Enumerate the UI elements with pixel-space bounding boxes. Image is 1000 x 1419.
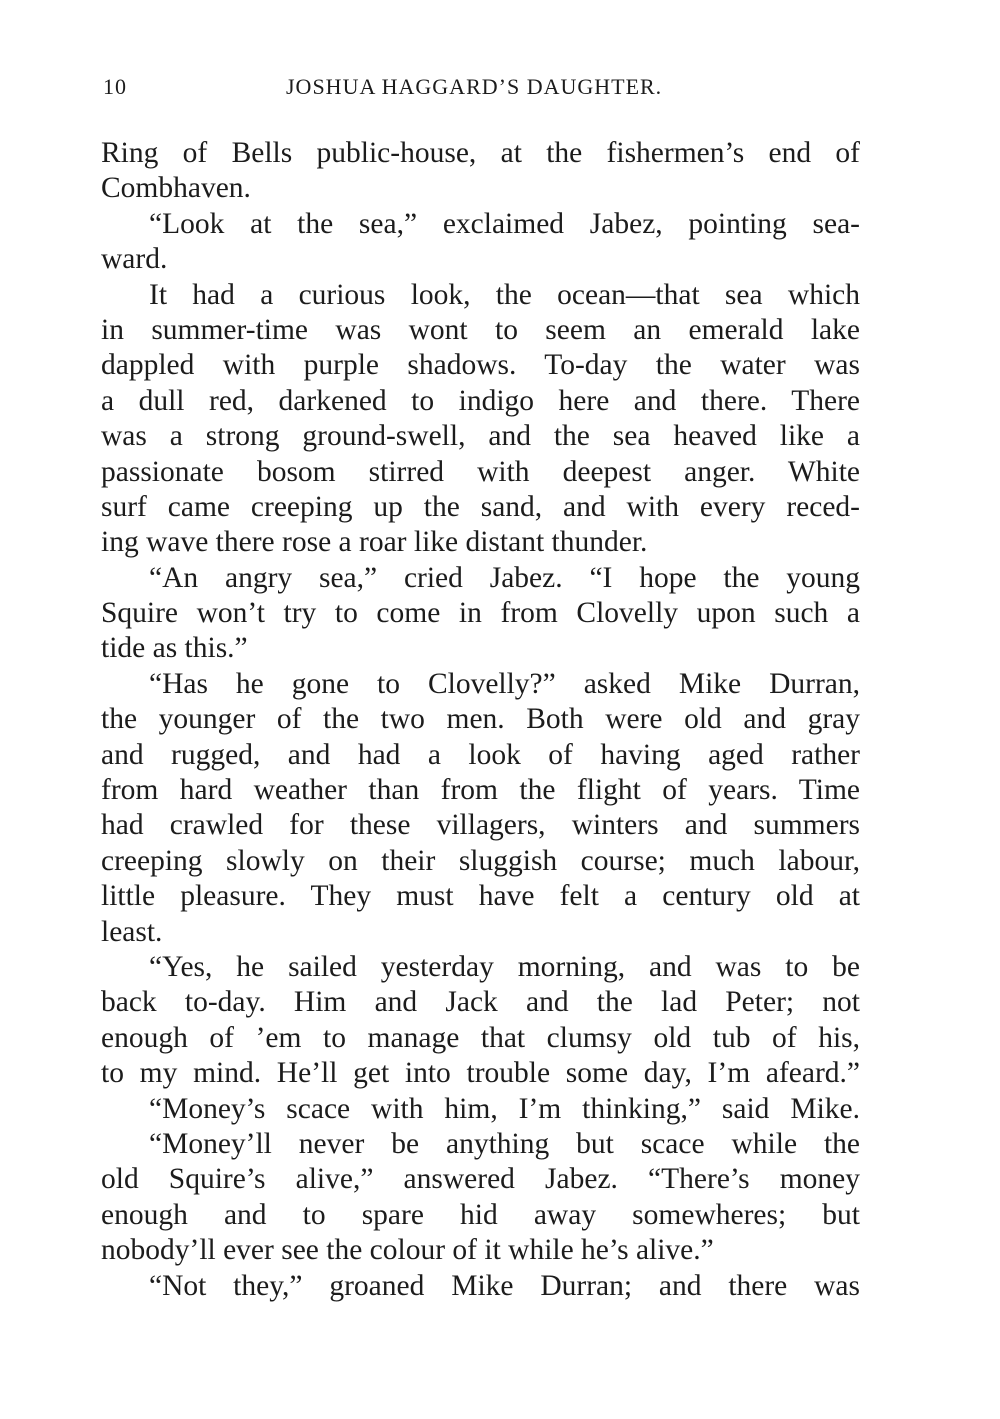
text-line: old Squire’s alive,” answered Jabez. “There’s money [101, 1163, 860, 1196]
text-line: Squire won’t try to come in from Clovelly upon such a [101, 597, 860, 630]
text-line: to my mind. He’ll get into trouble some day, I’m afeard.” [101, 1057, 860, 1090]
text-line: “Yes, he sailed yesterday morning, and was to be [149, 950, 860, 983]
text-line: “Money’s scace with him, I’m thinking,” said Mike. [149, 1092, 860, 1125]
text-line: “Look at the sea,” exclaimed Jabez, pointing sea- [149, 207, 860, 240]
text-line: from hard weather than from the flight of years. Time [101, 774, 860, 807]
text-line: It had a curious look, the ocean—that sea which [149, 278, 860, 311]
text-line: surf came creeping up the sand, and with every reced- [101, 490, 860, 523]
text-line: little pleasure. They must have felt a century old at [101, 880, 860, 913]
text-line: nobody’ll ever see the colour of it while he’s alive.” [101, 1234, 714, 1267]
text-line: “An angry sea,” cried Jabez. “I hope the young [149, 561, 860, 594]
text-line: Combhaven. [101, 172, 251, 205]
text-line: back to-day. Him and Jack and the lad Peter; not [101, 986, 860, 1019]
text-line: passionate bosom stirred with deepest anger. White [101, 455, 860, 488]
text-line: “Not they,” groaned Mike Durran; and there was [149, 1269, 860, 1302]
text-line: “Money’ll never be anything but scace while the [149, 1127, 860, 1160]
text-line: ing wave there rose a roar like distant thunder. [101, 526, 648, 559]
text-line: enough of ’em to manage that clumsy old tub of his, [101, 1021, 860, 1054]
text-line: dappled with purple shadows. To-day the water was [101, 349, 860, 382]
text-line: and rugged, and had a look of having aged rather [101, 738, 860, 771]
page-number: 10 [103, 74, 127, 99]
text-line: Ring of Bells public-house, at the fishermen’s end of [101, 137, 860, 169]
text-line: the younger of the two men. Both were old and gray [101, 703, 860, 736]
text-line: ward. [101, 243, 168, 276]
text-line: creeping slowly on their sluggish course; much labour, [101, 844, 860, 877]
text-line: was a strong ground-swell, and the sea heaved like a [101, 420, 860, 453]
running-header [103, 74, 683, 110]
text-line: tide as this.” [101, 632, 248, 665]
text-line: a dull red, darkened to indigo here and there. There [101, 384, 860, 417]
running-title: JOSHUA HAGGARD’S DAUGHTER. [286, 74, 663, 99]
text-line: “Has he gone to Clovelly?” asked Mike Durran, [149, 667, 860, 700]
text-line: had crawled for these villagers, winters and summers [101, 809, 860, 842]
text-line: least. [101, 915, 163, 948]
text-line: in summer-time was wont to seem an emerald lake [101, 313, 860, 346]
page-body-text [101, 136, 860, 1304]
text-line: enough and to spare hid away somewheres; but [101, 1198, 860, 1231]
